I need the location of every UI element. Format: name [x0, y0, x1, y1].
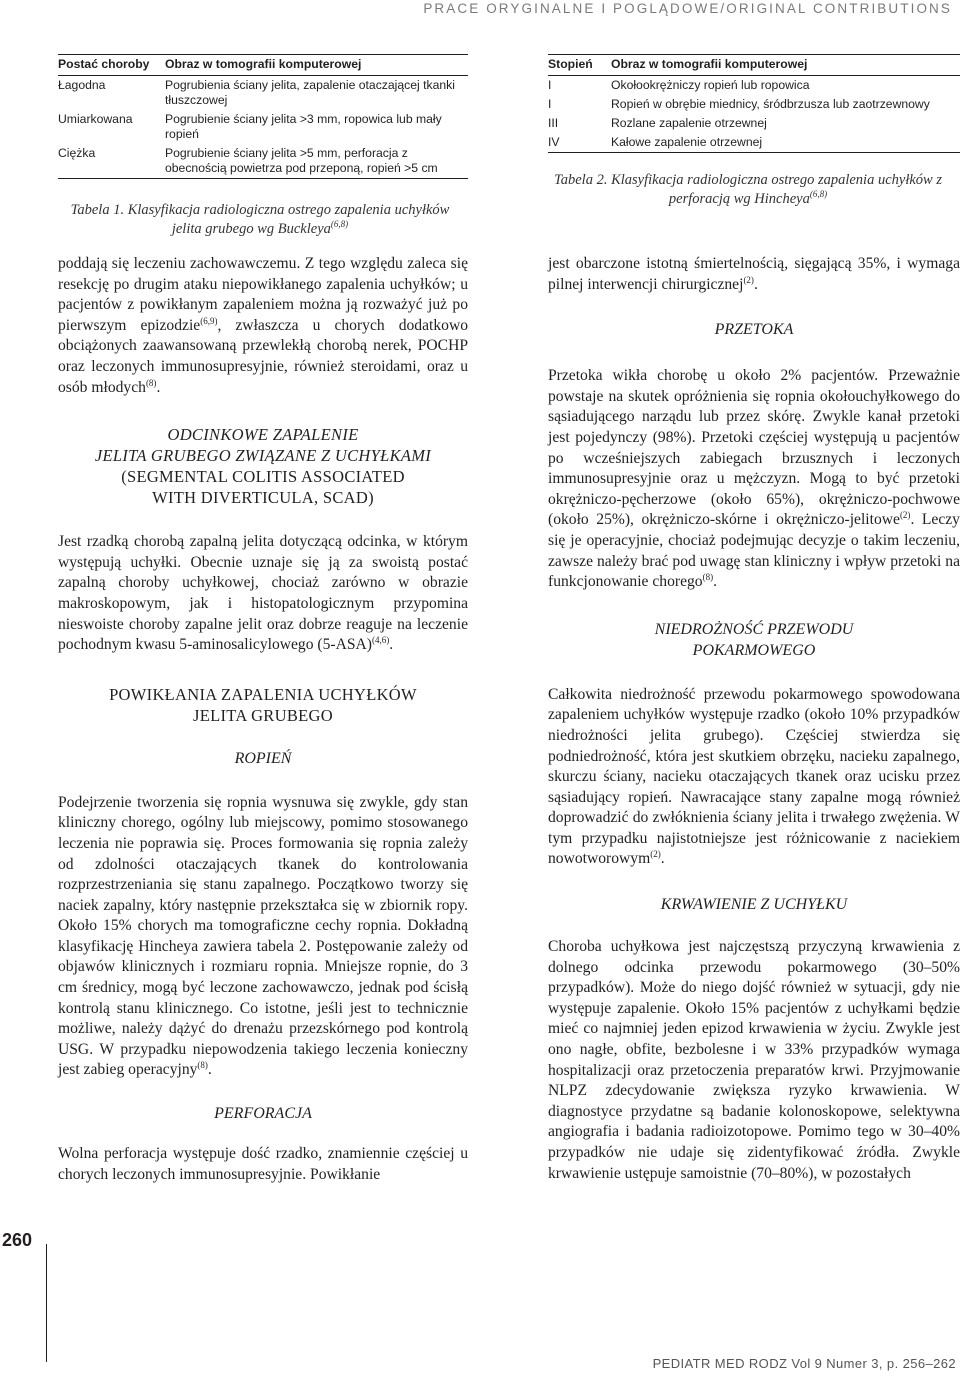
- citation: (8): [145, 377, 157, 388]
- paragraph: Całkowita niedrożność przewodu pokarmowego spowodowana zapaleniem uchyłków występuje rzadko (około 10% przypadków niedrożności jelita grubego). Częściej stwierdza się podniedrożność, która jest skutkiem obrzęku, nacieku zapalnego, skurczu ściany, nacieku otaczających tkanek oraz ucisku przez sąsiadujący ropień. Nawracające stany zapalne mogą również doprowadzić do zwłóknienia ściany jelita i trwałego zwężenia. W tym przypadku najistotniejsze jest różnicowanie z naciekiem nowotworowym$^{(2)}$.: [548, 685, 960, 868]
- section-heading: WITH DIVERTICULA, SCAD): [152, 488, 374, 508]
- section-heading: POWIKŁANIA ZAPALENIA UCHYŁKÓW: [109, 684, 417, 704]
- caption-text: Tabela 2. Klasyfikacja radiologiczna ostrego zapalenia uchyłków z perforacją wg Hincheya: [554, 172, 942, 207]
- section-heading: JELITA GRUBEGO: [193, 705, 333, 725]
- table-cell: Rozlane zapalenie otrzewnej: [611, 116, 767, 130]
- table-1: [58, 54, 468, 179]
- table-2-caption: [548, 171, 948, 209]
- table-row: [58, 110, 468, 144]
- section-heading: JELITA GRUBEGO ZWIĄZANE Z UCHYŁKAMI: [94, 446, 432, 466]
- citation: (2): [899, 510, 911, 521]
- table-header: Postać choroby: [58, 55, 165, 76]
- subsection-heading: ROPIEŃ: [234, 749, 292, 767]
- table-cell: Pogrubienia ściany jelita, zapalenie otaczającej tkanki tłuszczowej: [165, 78, 455, 107]
- citation: (6,9): [200, 315, 218, 326]
- citation: (4,6): [371, 635, 390, 646]
- paragraph: Choroba uchyłkowa jest najczęstszą przyczyną krwawienia z dolnego odcinka przewodu pokarmowego (30–50% przypadków). Może do niego dojść również w sytuacji, gdy nie występuje zapalenie. Około 15% pacjentów z uchyłkami będzie mieć co najmniej jeden epizod krwawienia w życiu. Zwykle jest ono nagłe, obfite, bezbolesne i w 33% przypadków wymaga hospitalizacji oraz przetoczenia preparatów krwi. Przyjmowanie NLPZ zdecydowanie zwiększa ryzyko krwawienia. W diagnostyce przydatne są badanie kolonoskopowe, selektywna angiografia i badania radioizotopowe. Pomimo tego w 30–40% przypadków nie udaje się zidentyfikować źródła. Zwykle krwawienie ustępuje samoistnie (70–80%), w pozostałych: [548, 938, 960, 1182]
- table-row: [548, 133, 960, 153]
- citation: (8): [197, 1060, 208, 1071]
- running-header: PRACE ORYGINALNE I POGLĄDOWE/ORIGINAL CONTRIBUTIONS: [423, 1, 952, 16]
- paragraph: Jest rzadką chorobą zapalną jelita dotyczącą odcinka, w którym występują uchyłki. Obecnie uznaje się ją za swoistą postać zapalną choroby uchyłkowej, chociaż zarówno w obrazie makroskopowym, jak i histopatologicznym przypomina nieswoiste choroby zapalne jelit oraz dobrze reaguje na leczenie pochodnym kwasu 5-aminosalicylowego $(5-ASA)^{(4,6)}$.: [58, 533, 468, 654]
- subsection-heading: POKARMOWEGO: [692, 641, 816, 659]
- table-cell: Pogrubienie ściany jelita >5 mm, perforacja z obecnością powietrza pod przeponą, ropień >5 cm: [165, 144, 468, 179]
- section-heading: ODCINKOWE ZAPALENIE: [167, 425, 359, 445]
- table-row: [548, 114, 960, 133]
- table-row: [548, 76, 960, 96]
- table-row: [58, 76, 468, 111]
- subsection-heading: KRWAWIENIE Z UCHYŁKU: [660, 896, 848, 914]
- citation: (6,8): [330, 219, 349, 229]
- paragraph: Przetoka wikła chorobę u około 2% pacjentów. Przeważnie powstaje na skutek opróżnienia się ropnia okołouchyłkowego do sąsiadującego narządu lub przez skórę. Zwykle kanał przetoki jest pojedynczy (98%). Przetoki częściej występują u pacjentów po wcześniejszych zabiegach brzusznych i leczonych immunosupresyjnie oraz u mężczyzn. Mogą to być przetoki okrężniczo-pęcherzowe (około 65%), okrężniczo-pochwowe (około 25%), okrężniczo-skórne i okrężniczo-jelitowe$^{(2)}$. Leczy się je operacyjnie, chociaż podejmując decyzje o takim leczeniu, zawsze należy brać pod uwagę stan kliniczny i wpływ przetoki na funkcjonowanie chorego$^{(8)}$.: [548, 367, 960, 591]
- paragraph: Podejrzenie tworzenia się ropnia wysnuwa się zwykle, gdy stan kliniczny chorego, ogólny lub miejscowy, pomimo stosowanego leczenia nie poprawia się. Proces formowania się ropnia zależy od zdolności otaczających tkanek do kontrolowania rozprzestrzeniania się stanu zapalnego. Początkowo tworzy się naciek zapalny, który następnie przekształca się w zbiornik ropy. Około 15% chorych ma tomograficzne cechy ropnia. Dokładną klasyfikację Hincheya zawiera tabela 2. Postępowanie zależy od objawów klinicznych i rozmiaru ropnia. Mniejsze ropnie, do 3 cm średnicy, mogą być leczone zachowawczo, jednak pod ścisłą kontrolą stanu klinicznego. Co istotne, jeśli jest to technicznie możliwe, należy dążyć do drenażu przezskórnego pod kontrolą USG. W przypadku niepowodzenia takiego leczenia konieczny jest zabieg operacyjny$^{(8)}$.: [58, 793, 468, 1079]
- table-cell: Umiarkowana: [58, 112, 133, 126]
- page-number: 260: [2, 1230, 33, 1250]
- citation: (6,8): [809, 189, 828, 199]
- table-cell: I: [548, 97, 552, 111]
- left-column-text: [58, 254, 468, 1185]
- paragraph: jest obarczone istotną śmiertelnością, sięgającą 35%, i wymaga pilnej interwencji chirurgicznej$^{(2)}$.: [548, 255, 960, 293]
- subsection-heading: PERFORACJA: [214, 1105, 312, 1123]
- subsection-heading: NIEDROŻNOŚĆ PRZEWODU: [654, 620, 854, 638]
- citation: (8): [702, 572, 714, 583]
- table-1-caption: [58, 201, 462, 239]
- table-row: [58, 144, 468, 179]
- table-cell: I: [548, 78, 552, 92]
- table-cell: Okołookrężniczy ropień lub ropowica: [611, 78, 810, 92]
- paragraph: poddają się leczeniu zachowawczemu. Z tego względu zaleca się resekcję po drugim ataku niepowikłanego zapalenia uchyłków; u pacjentów z powikłanym zapaleniem można ją rozważyć już po pierwszym epizodzie$^{(6,9)}$, zwłaszcza u chorych dodatkowo obciążonych zaawansowaną przewlekłą chorobą nerek, POCHP oraz leczonych immunosupresyjnie, również steroidami, oraz u osób młodych$^{(8)}$.: [58, 255, 469, 396]
- table-cell: Pogrubienie ściany jelita >3 mm, ropowica lub mały ropień: [165, 112, 442, 141]
- table-cell: IV: [548, 133, 611, 153]
- journal-footer: PEDIATR MED RODZ Vol 9 Numer 3, p. 256–262: [652, 1356, 956, 1371]
- right-column-text: [548, 254, 960, 1184]
- table-header: Obraz w tomografii komputerowej: [611, 55, 960, 76]
- table-cell: Ropień w obrębie miednicy, śródbrzusza lub zaotrzewnowy: [611, 97, 930, 111]
- table-header: Stopień: [548, 55, 611, 76]
- table-cell: Ciężka: [58, 144, 165, 179]
- paragraph: Wolna perforacja występuje dość rzadko, znamiennie częściej u chorych leczonych immunosupresyjnie. Powikłanie: [58, 1145, 468, 1183]
- table-header: Obraz w tomografii komputerowej: [165, 55, 468, 76]
- page-number-rule: [46, 1244, 47, 1362]
- citation: (2): [743, 274, 754, 285]
- section-heading: (SEGMENTAL COLITIS ASSOCIATED: [121, 467, 405, 487]
- table-cell: Kałowe zapalenie otrzewnej: [611, 133, 960, 153]
- table-row: [548, 95, 960, 114]
- table-cell: III: [548, 116, 559, 130]
- caption-text: Tabela 1. Klasyfikacja radiologiczna ostrego zapalenia uchyłków jelita grubego wg Buckleya: [70, 202, 450, 237]
- subsection-heading: PRZETOKA: [714, 321, 794, 339]
- table-cell: Łagodna: [58, 78, 106, 92]
- citation: (2): [650, 849, 661, 860]
- table-2: [548, 54, 960, 153]
